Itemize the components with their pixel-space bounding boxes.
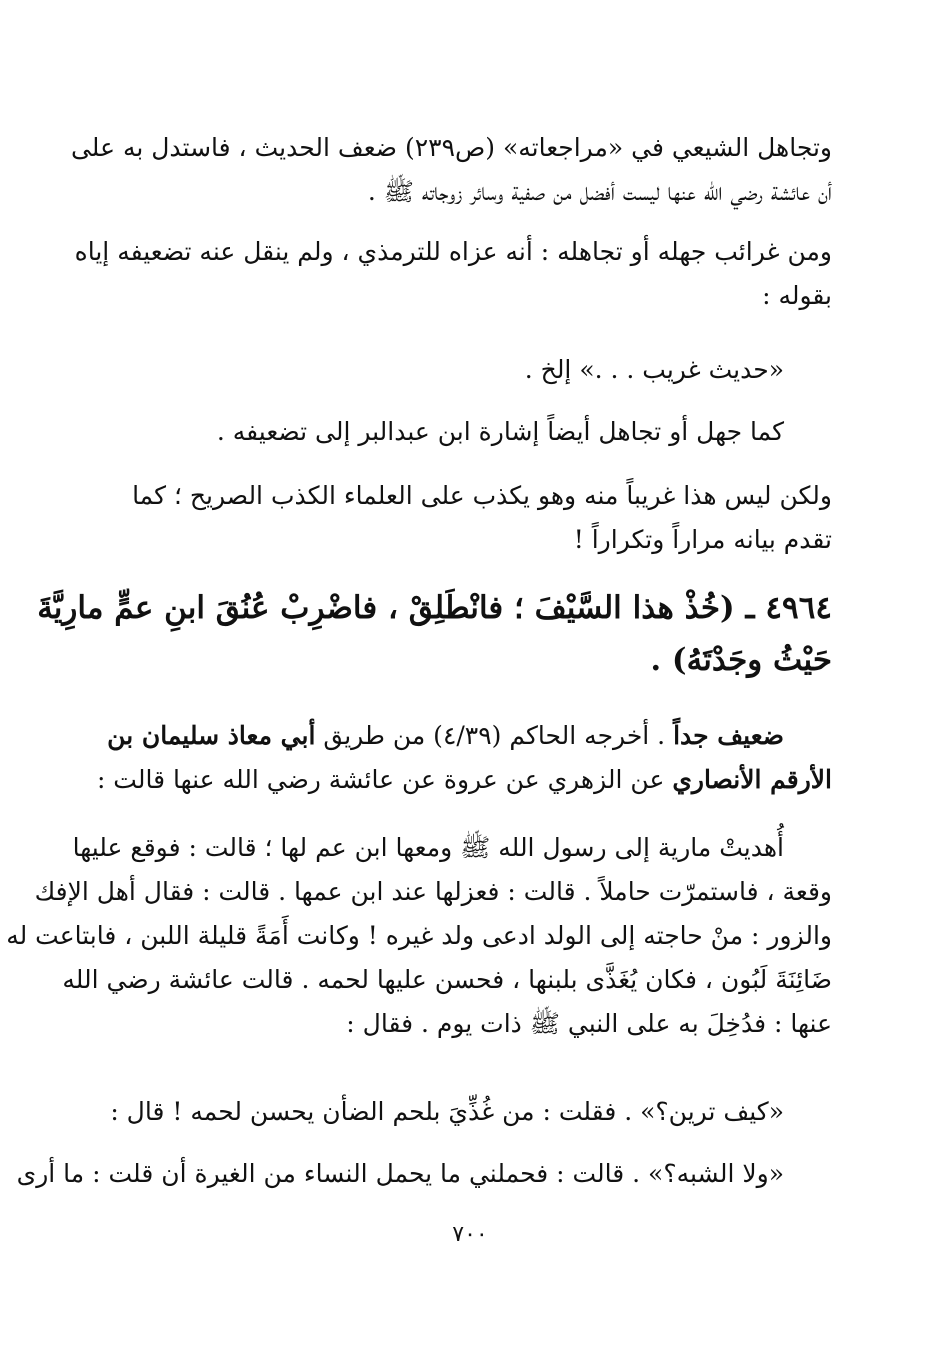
paragraph-grading bbox=[96, 714, 832, 802]
text-line: عنها : فدُخِلَ به على النبي ﷺ ذات يوم . فقال : bbox=[346, 1009, 832, 1038]
narrator-name: الأرقم الأنصاري bbox=[672, 765, 832, 794]
text-line: تقدم بيانه مراراً وتكراراً ! bbox=[573, 525, 832, 554]
text-line: «ولا الشبه؟» . قالت : فحملني ما يحمل النساء من الغيرة أن قلت : ما أرى bbox=[16, 1159, 784, 1188]
chain-text: عن الزهري عن عروة عن عائشة رضي الله عنها قالت : bbox=[96, 765, 673, 794]
grading-label: ضعيف جداً bbox=[673, 721, 784, 750]
paragraph-ibn-abdulbarr bbox=[100, 410, 832, 454]
hadith-heading bbox=[37, 582, 832, 686]
paragraph-quote-resemblance bbox=[16, 1152, 832, 1196]
text-line: وقعة ، فاستمرّت حاملاً . قالت : فعزلها عند ابن عمها . قالت : فقال أهل الإفك bbox=[34, 877, 832, 906]
hadith-text-line: حَيْثُ وجَدْتَهُ) . bbox=[650, 642, 832, 678]
text-line bbox=[96, 758, 832, 802]
paragraph-quote-how bbox=[100, 1090, 832, 1134]
narrator-name: أبي معاذ سليمان بن bbox=[107, 721, 316, 750]
text-line: ضَائِنَةَ لَبُون ، فكان يُغَذَّى بلبنها ، فحسن عليها لحمه . قالت عائشة رضي الله bbox=[62, 965, 832, 994]
text-line: «كيف ترين؟» . فقلت : من غُذِّيَ بلحم الضأن يحسن لحمه ! قال : bbox=[110, 1097, 784, 1126]
paragraph-tirmidhi-attribution bbox=[74, 230, 832, 318]
text-line: والزور : منْ حاجته إلى الولد ادعى ولد غيره ! وكانت أَمَةً قليلة اللبن ، فابتاعت له bbox=[6, 921, 832, 950]
text-line: ولكن ليس هذا غريباً منه وهو يكذب على العلماء الكذب الصريح ؛ كما bbox=[132, 481, 832, 510]
text-line: بقوله : bbox=[762, 281, 832, 310]
text-line: كما جهل أو تجاهل أيضاً إشارة ابن عبدالبر إلى تضعيفه . bbox=[216, 417, 784, 446]
paragraph-quote-gharib bbox=[100, 348, 832, 392]
page-number: ٧٠٠ bbox=[452, 1222, 488, 1247]
text-line bbox=[100, 714, 832, 758]
text-line: ومن غرائب جهله أو تجاهله : أنه عزاه للترمذي ، ولم ينقل عنه تضعيفه إياه bbox=[74, 237, 832, 266]
grading-source: . أخرجه الحاكم (٤/٣٩) من طريق bbox=[315, 721, 674, 750]
paragraph-narration bbox=[6, 826, 832, 1046]
hadith-text-line: ٤٩٦٤ ـ (خُذْ هذا السَّيْفَ ؛ فانْطَلِقْ ، فاضْرِبْ عُنُقَ ابنِ عمٍّ مارِيَّةَ bbox=[37, 590, 832, 626]
paragraph-lying-scholars bbox=[100, 474, 832, 562]
text-line: «حديث غريب . . .» إلخ . bbox=[524, 355, 784, 384]
text-line: أُهديتْ مارية إلى رسول الله ﷺ ومعها ابن عم لها ؛ قالت : فوقع عليها bbox=[72, 833, 784, 862]
text-line: وتجاهل الشيعي في «مراجعاته» (ص٢٣٩) ضعف الحديث ، فاستدل به على bbox=[70, 133, 832, 162]
paragraph-shiite-weakening bbox=[70, 126, 832, 214]
text-line: أن عائشة رضي الله عنها ليست أفضل من صفية وسائر زوجاته ﷺ . bbox=[367, 177, 832, 206]
